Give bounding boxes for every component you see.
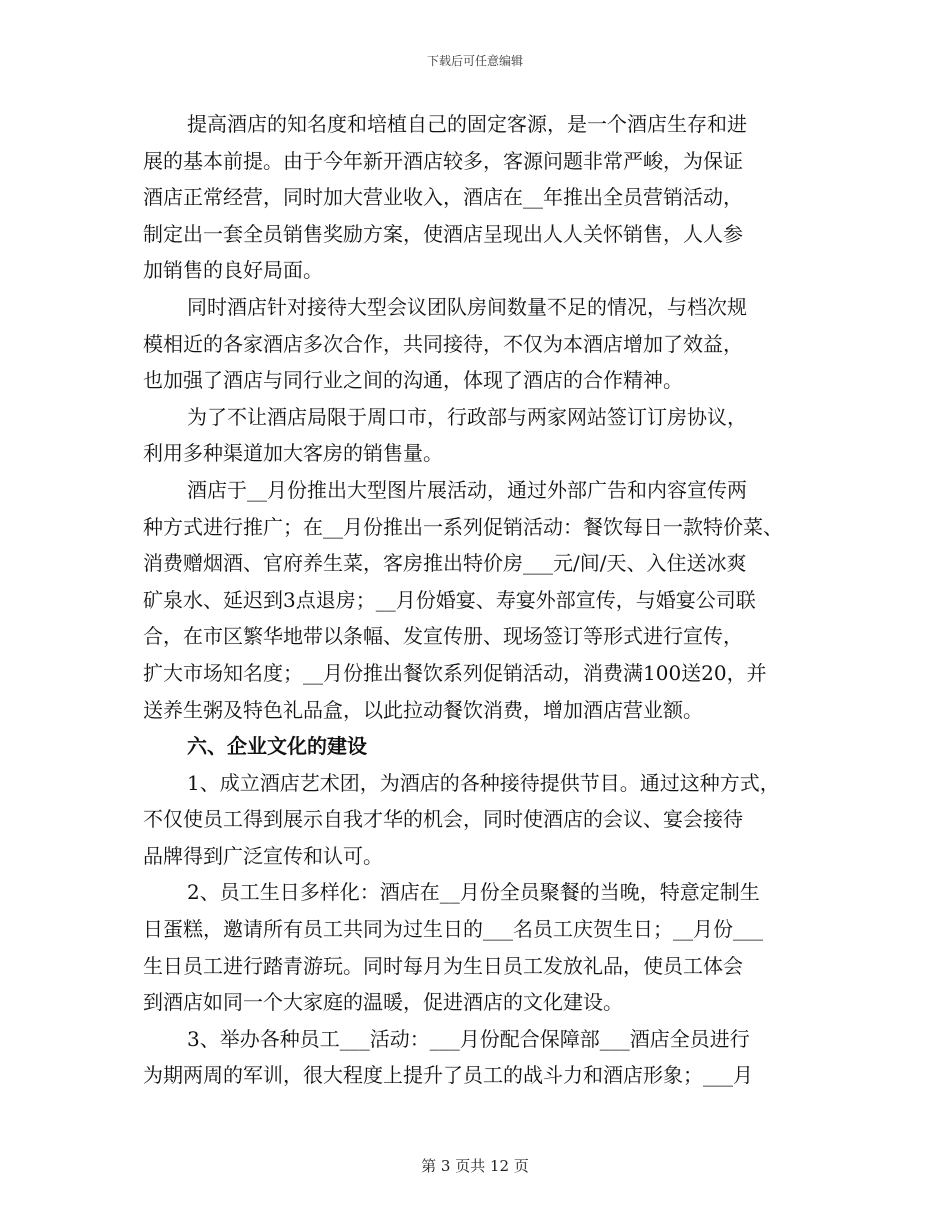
text-line: 加销售的良好局面。	[143, 258, 323, 283]
text-line: 种方式进行推广；在__月份推出一系列促销活动：餐饮每日一款特价菜、	[143, 514, 783, 539]
text-line: 3、举办各种员工___活动：___月份配合保障部___酒店全员进行	[187, 1026, 750, 1051]
text-line: 送养生粥及特色礼品盒，以此拉动餐饮消费，增加酒店营业额。	[143, 697, 703, 722]
text-line: 合，在市区繁华地带以条幅、发宣传册、现场签订等形式进行宣传，	[143, 624, 743, 649]
text-line: 生日员工进行踏青游玩。同时每月为生日员工发放礼品，使员工体会	[143, 953, 743, 978]
text-line: 1、成立酒店艺术团，为酒店的各种接待提供节目。通过这种方式，	[187, 770, 780, 795]
text-line: 扩大市场知名度；__月份推出餐饮系列促销活动，消费满100送20，并	[143, 660, 767, 685]
text-line: 模相近的各家酒店多次合作，共同接待，不仅为本酒店增加了效益，	[143, 331, 743, 356]
text-line: 利用多种渠道加大客房的销售量。	[143, 441, 443, 466]
text-line: 酒店于__月份推出大型图片展活动，通过外部广告和内容宣传两	[187, 477, 747, 502]
text-line: 日蛋糕，邀请所有员工共同为过生日的___名员工庆贺生日；__月份___	[143, 917, 763, 942]
text-line: 2、员工生日多样化：酒店在__月份全员聚餐的当晚，特意定制生	[187, 880, 760, 905]
text-line: 同时酒店针对接待大型会议团队房间数量不足的情况，与档次规	[187, 294, 747, 319]
text-line: 提高酒店的知名度和培植自己的固定客源，是一个酒店生存和进	[187, 112, 747, 136]
text-line: 制定出一套全员销售奖励方案，使酒店呈现出人人关怀销售，人人参	[143, 221, 743, 246]
text-line: 为期两周的军训，很大程度上提升了员工的战斗力和酒店形象；___月	[143, 1063, 753, 1088]
page-footer: 第 3 页共 12 页	[421, 1157, 529, 1175]
text-line: 消费赠烟酒、官府养生菜，客房推出特价房___元/间/天、入住送冰爽	[143, 551, 747, 576]
text-line: 矿泉水、延迟到3点退房；__月份婚宴、寿宴外部宣传，与婚宴公司联	[143, 587, 756, 612]
text-line: 也加强了酒店与同行业之间的沟通，体现了酒店的合作精神。	[143, 368, 683, 393]
text-line: 展的基本前提。由于今年新开酒店较多，客源问题非常严峻，为保证	[143, 148, 743, 173]
text-line: 酒店正常经营，同时加大营业收入，酒店在__年推出全员营销活动，	[143, 185, 743, 210]
page-header: 下载后可任意编辑	[426, 54, 523, 68]
text-line: 不仅使员工得到展示自我才华的机会，同时使酒店的会议、宴会接待	[143, 807, 743, 832]
document-body	[143, 106, 823, 1094]
text-line: 为了不让酒店局限于周口市，行政部与两家网站签订订房协议，	[187, 404, 747, 429]
text-line: 到酒店如同一个大家庭的温暖，促进酒店的文化建设。	[143, 990, 623, 1015]
section-heading: 六、企业文化的建设	[187, 734, 367, 759]
text-line: 品牌得到广泛宣传和认可。	[143, 843, 383, 868]
